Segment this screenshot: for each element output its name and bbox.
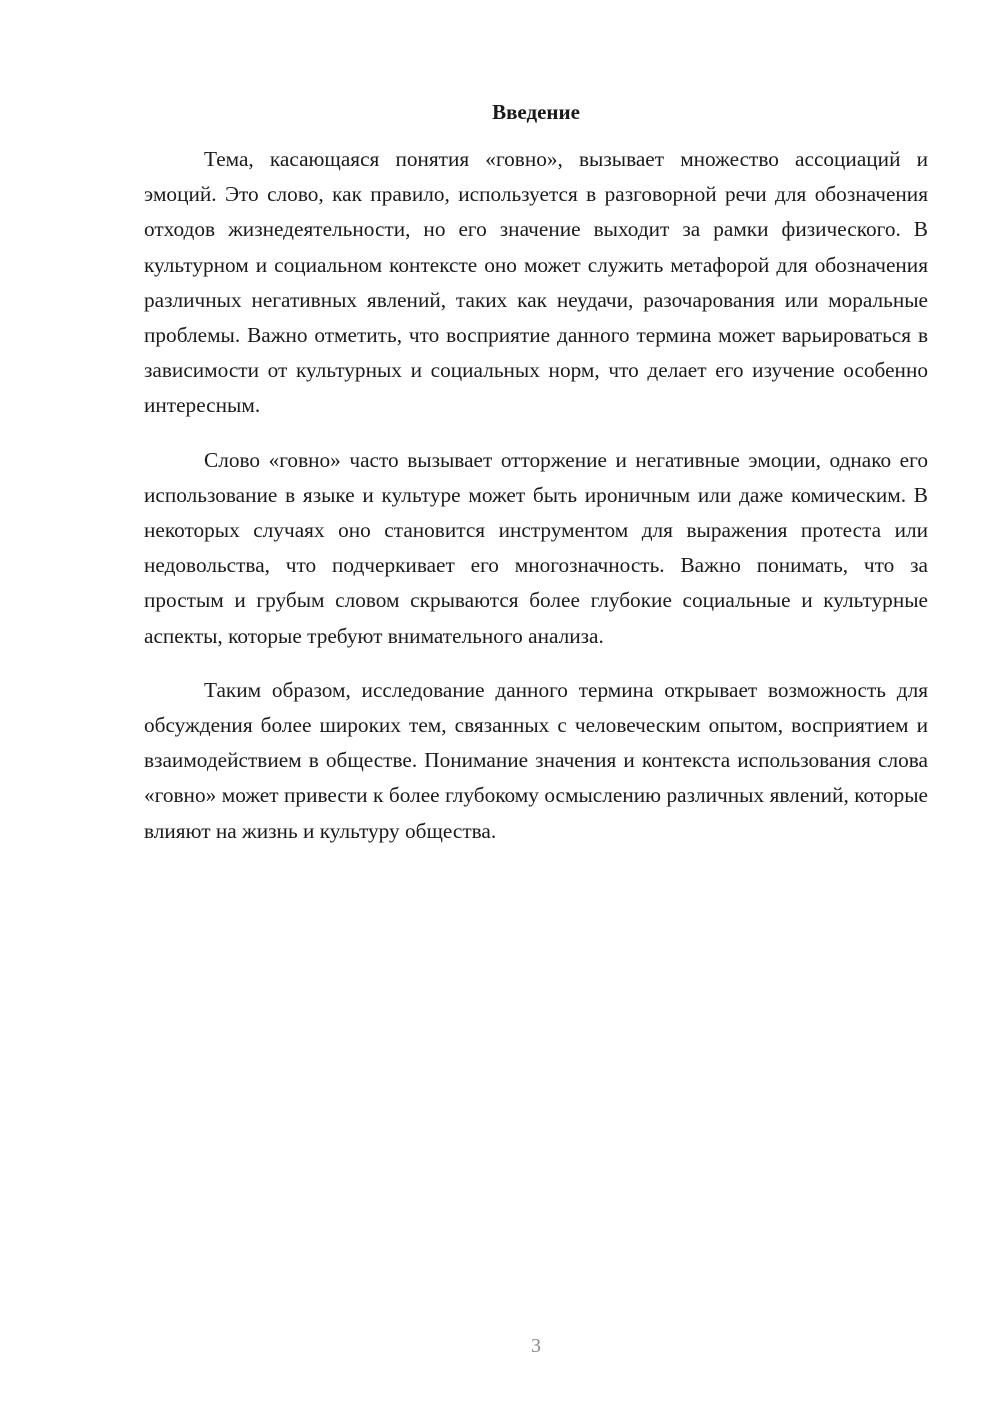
- page-number: 3: [531, 1335, 541, 1357]
- section-heading: Введение: [492, 100, 580, 124]
- paragraph-1: Тема, касающаяся понятия «говно», вызывает множество ассоциаций и эмоций. Это слово, как правило, используется в разговорной речи для обозначения отходов жизнедеятельности, но его значение выходит за рамки физического. В культурном и социальном контексте оно может служить метафорой для обозначения различных негативных явлений, таких как неудачи, разочарования или моральные проблемы. Важно отметить, что восприятие данного термина может варьироваться в зависимости от культурных и социальных норм, что делает его изучение особенно интересным.: [144, 147, 928, 418]
- paragraph-3: Таким образом, исследование данного термина открывает возможность для обсуждения более широких тем, связанных с человеческим опытом, восприятием и взаимодействием в обществе. Понимание значения и контекста использования слова «говно» может привести к более глубокому осмыслению различных явлений, которые влияют на жизнь и культуру общества.: [144, 677, 928, 843]
- paragraph-2: Слово «говно» часто вызывает отторжение и негативные эмоции, однако его использование в языке и культуре может быть ироничным или даже комическим. В некоторых случаях оно становится инструментом для выражения протеста или недовольства, что подчеркивает его многозначность. Важно понимать, что за простым и грубым словом скрываются более глубокие социальные и культурные аспекты, которые требуют внимательного анализа.: [144, 447, 928, 648]
- document-body: [144, 142, 928, 868]
